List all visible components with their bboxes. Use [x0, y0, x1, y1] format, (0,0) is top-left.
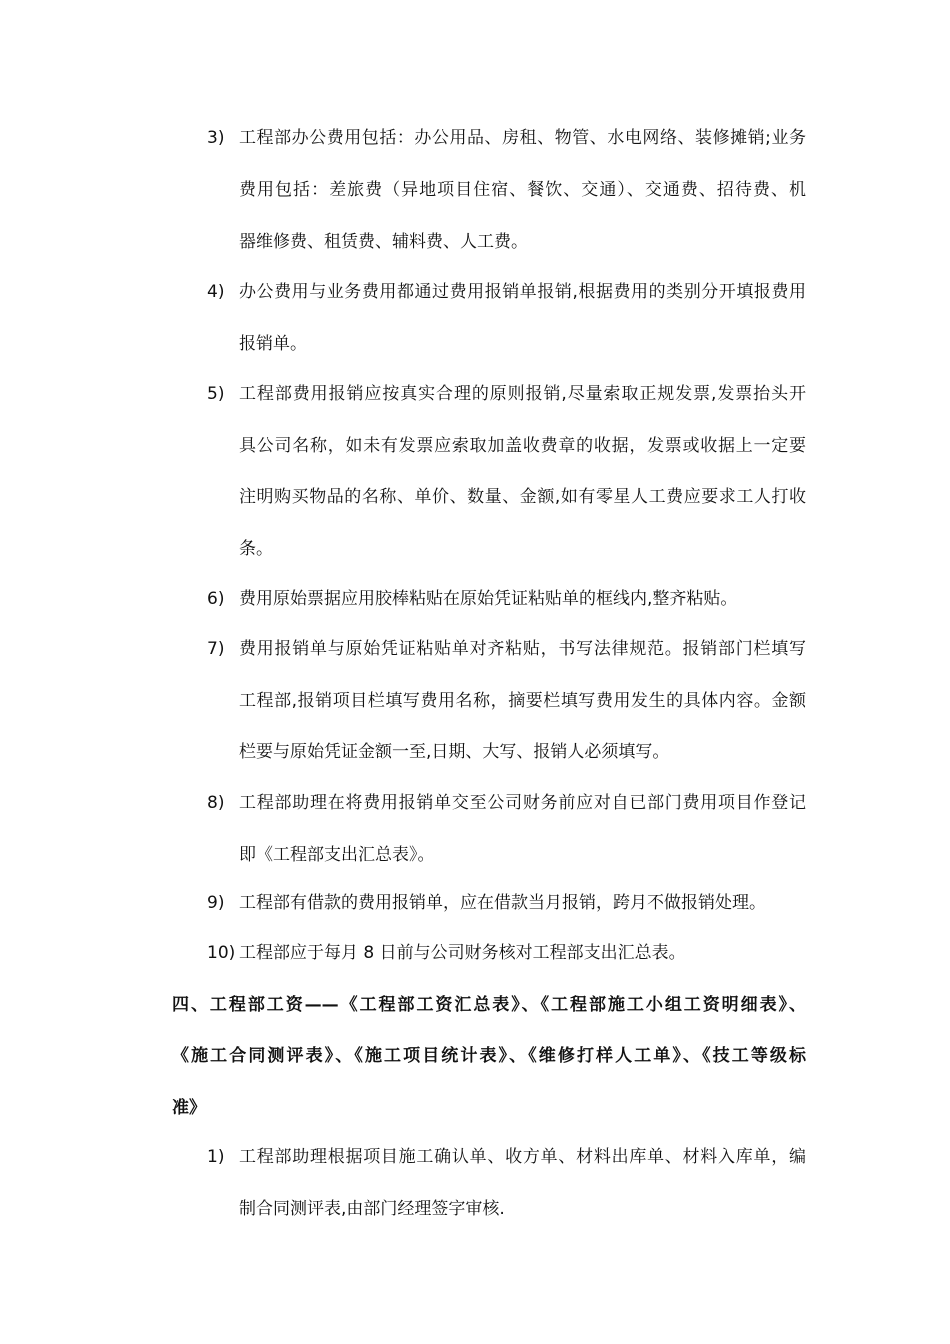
paragraph-line: 费用原始票据应用胶棒粘贴在原始凭证粘贴单的框线内,整齐粘贴。: [239, 589, 738, 609]
section-heading-line: 准》: [172, 1098, 206, 1118]
item-number: 1): [207, 1147, 225, 1167]
paragraph-line: 工程部费用报销应按真实合理的原则报销,尽量索取正规发票,发票抬头开: [239, 384, 806, 404]
paragraph-line: 栏要与原始凭证金额一至,日期、大写、报销人必须填写。: [239, 742, 670, 762]
item-number: 7): [207, 639, 225, 659]
item-number: 4): [207, 282, 225, 302]
section-heading-line: 四、工程部工资——《工程部工资汇总表》、《工程部施工小组工资明细表》、: [172, 995, 806, 1015]
paragraph-line: 费用报销单与原始凭证粘贴单对齐粘贴，书写法律规范。报销部门栏填写: [239, 639, 806, 659]
item-number: 3): [207, 128, 225, 148]
paragraph-line: 办公费用与业务费用都通过费用报销单报销,根据费用的类别分开填报费用: [239, 282, 806, 302]
section-heading-line: 《施工合同测评表》、《施工项目统计表》、《维修打样人工单》、《技工等级标: [172, 1046, 806, 1066]
paragraph-line: 工程部办公费用包括：办公用品、房租、物管、水电网络、装修摊销;业务: [239, 128, 806, 148]
paragraph-line: 工程部,报销项目栏填写费用名称，摘要栏填写费用发生的具体内容。金额: [239, 691, 806, 711]
paragraph-line: 工程部助理根据项目施工确认单、收方单、材料出库单、材料入库单，编: [239, 1147, 806, 1167]
paragraph-line: 制合同测评表,由部门经理签字审核.: [239, 1199, 505, 1219]
item-number: 5): [207, 384, 225, 404]
paragraph-line: 即《工程部支出汇总表》。: [239, 845, 435, 865]
paragraph-line: 器维修费、租赁费、辅料费、人工费。: [239, 232, 528, 252]
paragraph-line: 注明购买物品的名称、单价、数量、金额,如有零星人工费应要求工人打收: [239, 487, 806, 507]
item-number: 10): [207, 943, 236, 963]
item-number: 9): [207, 893, 225, 913]
paragraph-line: 工程部应于每月 8 日前与公司财务核对工程部支出汇总表。: [239, 943, 686, 963]
paragraph-line: 费用包括：差旅费（异地项目住宿、餐饮、交通）、交通费、招待费、机: [239, 180, 806, 200]
paragraph-line: 工程部有借款的费用报销单，应在借款当月报销，跨月不做报销处理。: [239, 893, 766, 913]
paragraph-line: 报销单。: [239, 334, 307, 354]
paragraph-line: 具公司名称，如未有发票应索取加盖收费章的收据，发票或收据上一定要: [239, 436, 806, 456]
item-number: 8): [207, 793, 225, 813]
paragraph-line: 条。: [239, 539, 273, 559]
item-number: 6): [207, 589, 225, 609]
paragraph-line: 工程部助理在将费用报销单交至公司财务前应对自已部门费用项目作登记: [239, 793, 806, 813]
